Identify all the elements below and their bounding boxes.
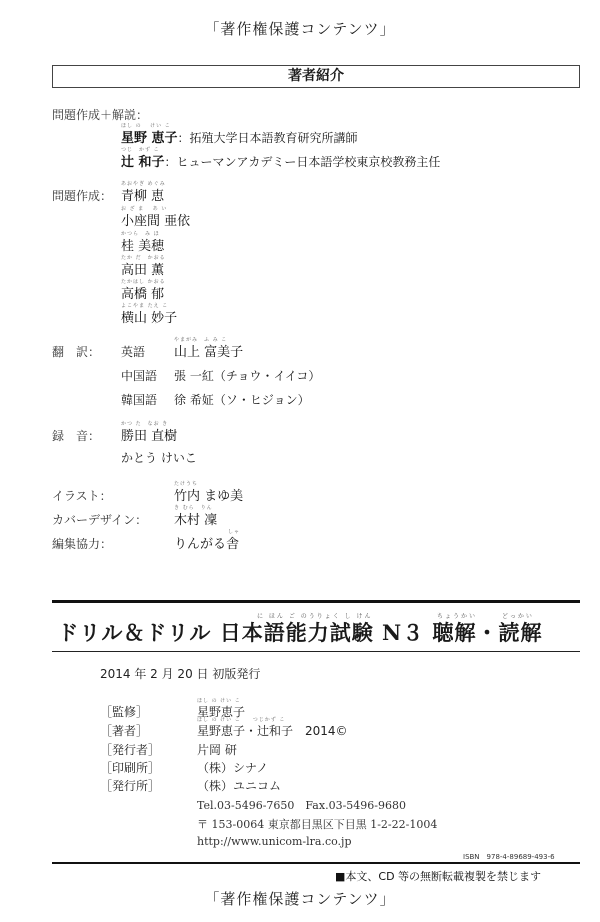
book-title: ドリル＆ドリル 日本語能力試験 N３ 聴解・読解: [57, 620, 543, 645]
ruby: お ざ ま あ い: [121, 206, 168, 212]
problem-author: 桂 美穂: [121, 239, 165, 254]
colophon-bottom-rule: [52, 862, 580, 864]
problem-author: 高田 薫: [121, 263, 165, 278]
colophon-label: ［印刷所］: [100, 761, 161, 775]
ruby: つじ かず こ: [121, 147, 160, 153]
author-affiliation: ：ヒューマンアカデミー日本語学校東京校教務主任: [164, 155, 441, 169]
commentary-author: [121, 127, 358, 146]
supervisor-name: 星野恵子: [197, 705, 246, 719]
colophon-label: ［発行者］: [100, 743, 161, 757]
author-name: 辻 和子: [121, 155, 165, 170]
ruby: ほし の けい こ: [197, 698, 241, 704]
publisher: （株）ユニコム: [197, 779, 282, 793]
colophon-top-rule: [52, 600, 580, 603]
printer: （株）シナノ: [197, 761, 269, 775]
commentary-author: [121, 151, 440, 170]
authors-heading: 著者紹介: [52, 65, 580, 88]
illustration-label: イラスト：: [52, 489, 112, 503]
illustrator-name: 竹内 まゆ美: [174, 489, 244, 504]
ruby: あおやぎ めぐみ: [121, 181, 166, 187]
author-name: 星野 恵子: [121, 131, 178, 146]
edition-date: 2014 年 2 月 20 日 初版発行: [100, 667, 261, 681]
watermark-bottom: 「著作権保護コンテンツ」: [204, 890, 396, 908]
ruby: よこやま たえ こ: [121, 303, 169, 309]
problems-label: 問題作成：: [52, 189, 113, 203]
problem-author: 小座間 亜依: [121, 214, 191, 229]
cover-designer-name: 木村 凜: [174, 513, 218, 528]
colophon-label: ［著者］: [100, 724, 149, 738]
translation-label: 翻 訳：: [52, 345, 101, 359]
ruby: ほし の けい こ つじかず こ: [197, 717, 286, 723]
translator-name: 徐 希姃（ソ・ヒジョン）: [174, 393, 310, 407]
publisher-person: 片岡 研: [197, 743, 237, 757]
isbn: ISBN 978-4-89689-493-6: [463, 853, 555, 861]
cover-design-label: カバーデザイン：: [52, 513, 148, 527]
ruby: たか だ かおる: [121, 255, 166, 261]
translation-language: 韓国語: [121, 393, 158, 407]
author-names: 星野恵子・辻和子 2014©: [197, 724, 348, 738]
problem-author: 横山 妙子: [121, 311, 178, 326]
ruby: しゃ: [228, 529, 241, 535]
ruby: たかはし かおる: [121, 279, 166, 285]
tel-fax: Tel.03-5496-7650 Fax.03-5496-9680: [197, 799, 406, 812]
title-rule: [52, 651, 580, 652]
title-ruby: に ほん ご のうりょく し けん: [257, 613, 373, 620]
translator-name: 山上 富美子: [174, 345, 244, 360]
editing-label: 編集協力：: [52, 537, 113, 551]
editing-cooperator: りんがる舎: [174, 537, 240, 552]
address: 〒 153-0064 東京都目黒区下目黒 1-2-22-1004: [197, 818, 438, 831]
title-ruby: どっかい: [502, 613, 534, 620]
author-affiliation: ：拓殖大学日本語教育研究所講師: [177, 131, 358, 145]
colophon-label: ［発行所］: [100, 779, 161, 793]
translator-name: 張 一紅（チョウ・イイコ）: [174, 369, 321, 383]
ruby: たけうち: [174, 481, 199, 487]
ruby: き むら りん: [174, 505, 213, 511]
problem-author: 青柳 恵: [121, 189, 165, 204]
translation-language: 英語: [121, 345, 146, 359]
copyright-notice: ■本文、CD 等の無断転載複製を禁じます: [335, 870, 542, 883]
recording-person: 勝田 直樹: [121, 429, 178, 444]
watermark-top: 「著作権保護コンテンツ」: [204, 20, 396, 38]
title-ruby: ちょうかい: [437, 613, 478, 620]
ruby: やまがみ ふ み こ: [174, 337, 228, 343]
recording-person: かとう けいこ: [121, 451, 197, 465]
ruby: かつ た なお き: [121, 421, 169, 427]
recording-label: 録 音：: [52, 429, 101, 443]
ruby: かつら み ほ: [121, 231, 160, 237]
translation-language: 中国語: [121, 369, 158, 383]
website-url[interactable]: http://www.unicom-lra.co.jp: [197, 835, 352, 848]
colophon-label: ［監修］: [100, 705, 149, 719]
commentary-label: 問題作成＋解説：: [52, 108, 149, 122]
ruby: ほし の けい こ: [121, 123, 171, 129]
problem-author: 高橋 郁: [121, 287, 165, 302]
